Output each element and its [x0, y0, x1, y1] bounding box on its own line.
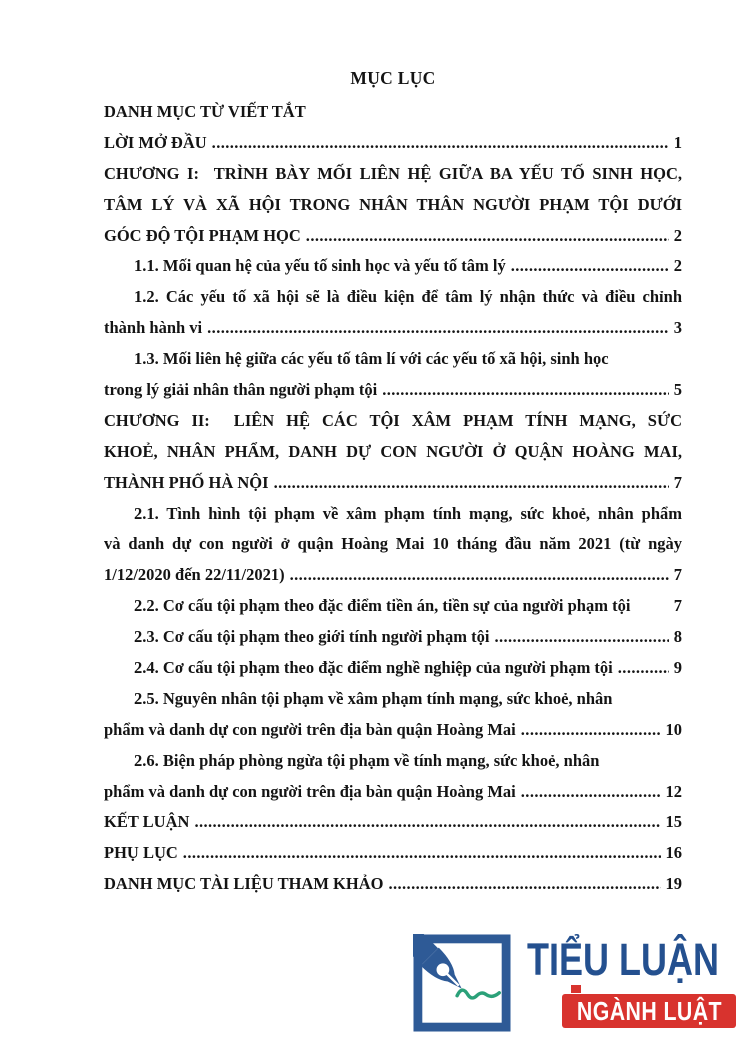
- logo-badge: [562, 994, 736, 1028]
- toc-line[interactable]: [104, 591, 682, 622]
- toc-line: [104, 344, 682, 375]
- toc-text: CHƯƠNG I: TRÌNH BÀY MỐI LIÊN HỆ GIỮA BA YẾU TỐ SINH HỌC,: [104, 163, 682, 183]
- toc-text: TÂM LÝ VÀ XÃ HỘI TRONG NHÂN THÂN NGƯỜI PHẠM TỘI DƯỚI: [104, 194, 682, 214]
- toc-page-number: 12: [665, 781, 682, 801]
- toc-text: LỜI MỞ ĐẦU: [104, 132, 207, 152]
- toc-page-number: 10: [665, 719, 682, 739]
- toc-page-number: 5: [673, 380, 682, 400]
- toc-page-number: 19: [665, 874, 682, 894]
- toc-line[interactable]: [104, 777, 682, 808]
- toc-text: 1.3. Mối liên hệ giữa các yếu tố tâm lí với các yếu tố xã hội, sinh học: [134, 349, 609, 369]
- dot-leader: [383, 869, 660, 900]
- logo-brand-text: TIỂU LUẬN: [527, 934, 719, 985]
- toc-page-number: 15: [665, 812, 682, 832]
- toc-page-number: 2: [673, 256, 682, 276]
- toc-page-number: 16: [665, 843, 682, 863]
- pen-nib-writing-icon: [413, 934, 511, 1032]
- toc-line: [104, 190, 682, 221]
- toc-text: trong lý giải nhân thân người phạm tội: [104, 380, 378, 400]
- toc-line[interactable]: [104, 313, 682, 344]
- toc-line[interactable]: [104, 653, 682, 684]
- dot-leader: [301, 221, 669, 252]
- toc-page-number: 1: [673, 132, 682, 152]
- table-of-contents: [104, 60, 682, 900]
- toc-text: và danh dự con người ở quận Hoàng Mai 10 tháng đầu năm 2021 (từ ngày: [104, 534, 682, 554]
- toc-text: phẩm và danh dự con người trên địa bàn quận Hoàng Mai: [104, 781, 516, 801]
- toc-line[interactable]: [104, 560, 682, 591]
- toc-page-number: 7: [673, 472, 682, 492]
- dot-leader: [178, 838, 661, 869]
- toc-text: THÀNH PHỐ HÀ NỘI: [104, 472, 269, 492]
- logo-badge-text: NGÀNH LUẬT: [576, 995, 722, 1026]
- toc-text: PHỤ LỤC: [104, 843, 178, 863]
- toc-line: [104, 437, 682, 468]
- toc-page-number: 3: [673, 318, 682, 338]
- toc-text: 2.4. Cơ cấu tội phạm theo đặc điểm nghề nghiệp của người phạm tội: [134, 658, 613, 678]
- toc-line[interactable]: [104, 838, 682, 869]
- page-title: MỤC LỤC: [350, 68, 436, 88]
- logo-red-accent: [571, 985, 581, 993]
- toc-line[interactable]: [104, 128, 682, 159]
- toc-line[interactable]: [104, 715, 682, 746]
- toc-text: 2.1. Tình hình tội phạm về xâm phạm tính mạng, sức khoẻ, nhân phẩm: [134, 503, 682, 523]
- toc-text: DANH MỤC TÀI LIỆU THAM KHẢO: [104, 874, 384, 894]
- toc-text: DANH MỤC TỪ VIẾT TẮT: [104, 102, 306, 121]
- toc-line[interactable]: [104, 251, 682, 282]
- toc-text: 1/12/2020 đến 22/11/2021): [104, 565, 285, 585]
- dot-leader: [269, 468, 669, 499]
- toc-line: [104, 159, 682, 190]
- toc-line[interactable]: [104, 468, 682, 499]
- dot-leader: [207, 128, 669, 159]
- toc-line: [104, 529, 682, 560]
- toc-text: KẾT LUẬN: [104, 812, 190, 832]
- toc-text: 1.1. Mối quan hệ của yếu tố sinh học và yếu tố tâm lý: [134, 256, 506, 276]
- toc-text: CHƯƠNG II: LIÊN HỆ CÁC TỘI XÂM PHẠM TÍNH MẠNG, SỨC: [104, 410, 682, 430]
- toc-page-number: 7: [673, 596, 682, 616]
- toc-line: [104, 499, 682, 530]
- tieu-luan-logo: [408, 926, 742, 1044]
- toc-text: KHOẺ, NHÂN PHẨM, DANH DỰ CON NGƯỜI Ở QUẬN HOÀNG MAI,: [104, 441, 682, 461]
- toc-text: 2.3. Cơ cấu tội phạm theo giới tính người phạm tội: [134, 627, 490, 647]
- dot-leader: [506, 251, 669, 282]
- toc-line[interactable]: [104, 807, 682, 838]
- dot-leader: [489, 622, 668, 653]
- dot-leader: [613, 653, 669, 684]
- dot-leader: [377, 375, 669, 406]
- dot-leader: [285, 560, 669, 591]
- dot-leader: [516, 777, 661, 808]
- toc-line: [104, 97, 682, 128]
- toc-line: [104, 684, 682, 715]
- toc-text: GÓC ĐỘ TỘI PHẠM HỌC: [104, 225, 301, 245]
- dot-leader: [202, 313, 669, 344]
- toc-text: 1.2. Các yếu tố xã hội sẽ là điều kiện để tâm lý nhận thức và điều chỉnh: [134, 287, 682, 307]
- toc-text: phẩm và danh dự con người trên địa bàn quận Hoàng Mai: [104, 719, 516, 739]
- toc-line[interactable]: [104, 622, 682, 653]
- toc-line[interactable]: [104, 221, 682, 252]
- toc-page-number: 9: [673, 658, 682, 678]
- toc-line: [104, 406, 682, 437]
- toc-text: 2.2. Cơ cấu tội phạm theo đặc điểm tiền án, tiền sự của người phạm tội: [134, 596, 631, 616]
- toc-page-number: 7: [673, 565, 682, 585]
- toc-text: thành hành vi: [104, 318, 203, 338]
- toc-page-number: 8: [673, 627, 682, 647]
- dot-leader: [516, 715, 661, 746]
- toc-line: [104, 746, 682, 777]
- toc-text: 2.6. Biện pháp phòng ngừa tội phạm về tính mạng, sức khoẻ, nhân: [134, 750, 600, 770]
- toc-page-number: 2: [673, 225, 682, 245]
- toc-line[interactable]: [104, 375, 682, 406]
- toc-text: 2.5. Nguyên nhân tội phạm về xâm phạm tính mạng, sức khoẻ, nhân: [134, 688, 613, 708]
- dot-leader: [189, 807, 660, 838]
- toc-line[interactable]: [104, 869, 682, 900]
- toc-line: [104, 282, 682, 313]
